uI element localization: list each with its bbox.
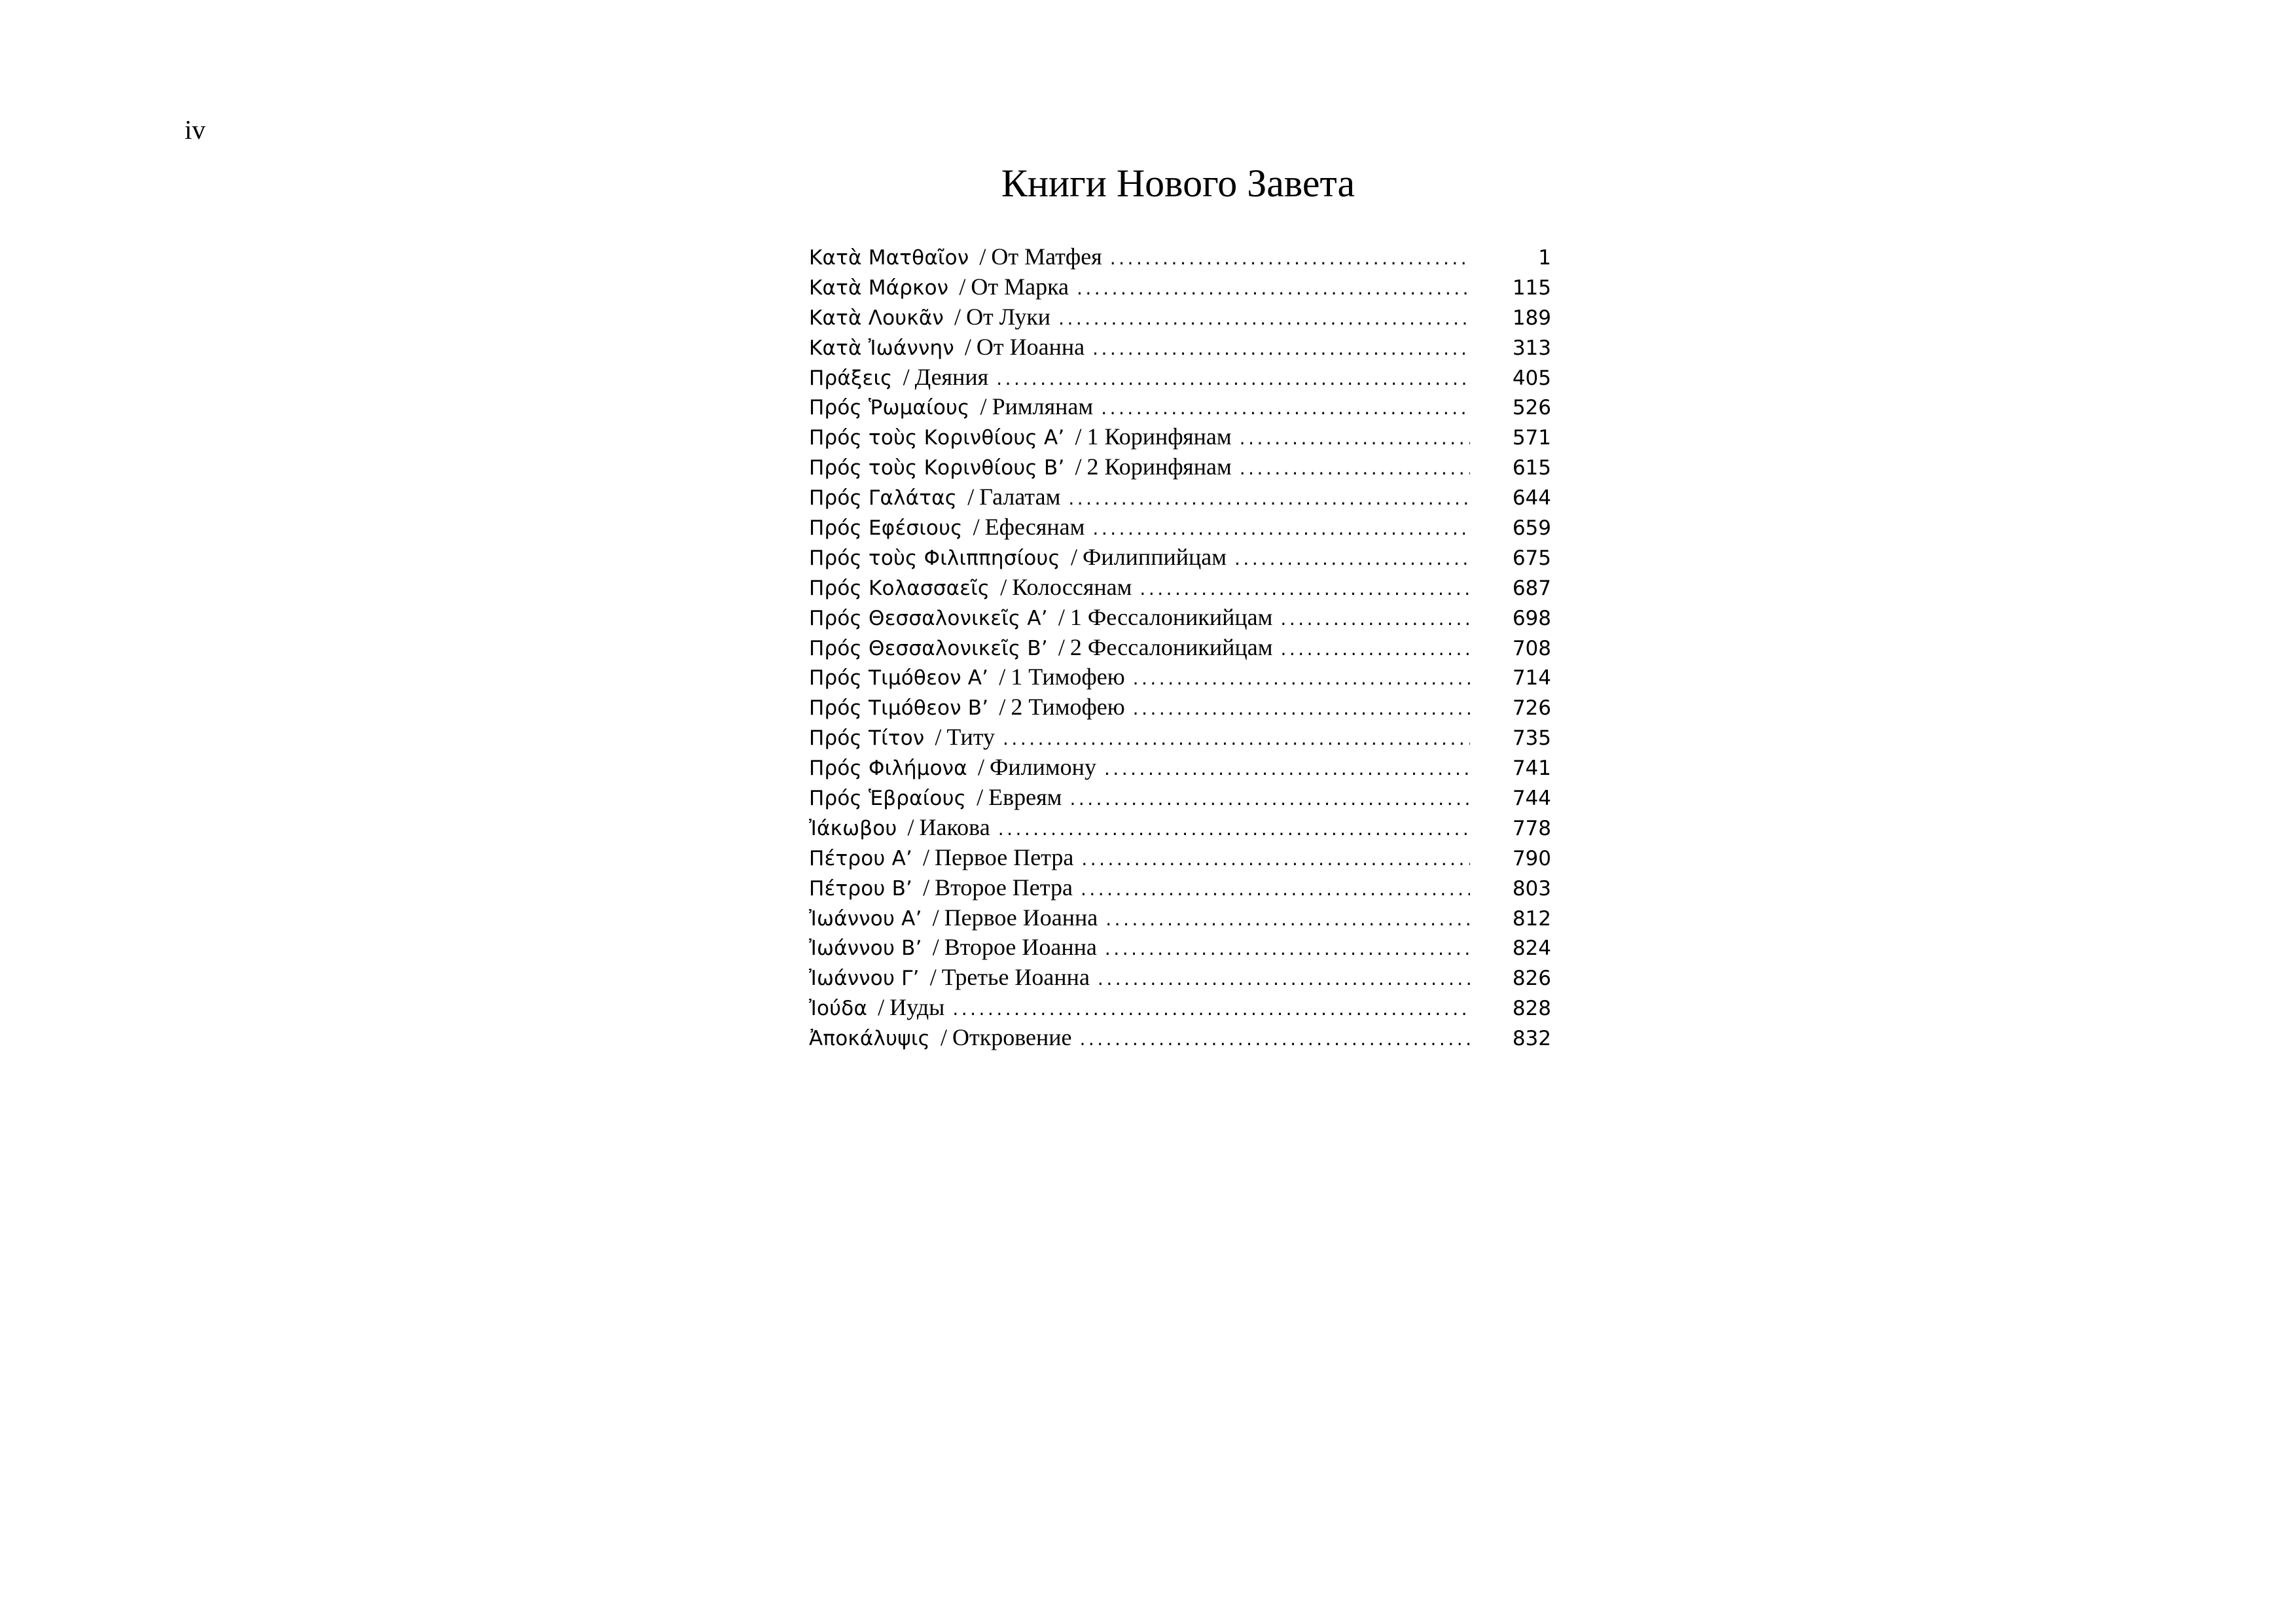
toc-entry	[809, 963, 1551, 993]
toc-separator: /	[1075, 454, 1082, 480]
toc-entry	[809, 933, 1551, 963]
toc-separator: /	[932, 934, 939, 961]
toc-separator: /	[967, 484, 975, 510]
toc-russian-title: От Матфея	[991, 243, 1102, 270]
toc-greek-title: Κατὰ Λουκᾶν	[809, 306, 944, 330]
toc-separator: /	[1000, 573, 1007, 600]
toc-greek-title: Κατὰ Ἰωάννην	[809, 336, 954, 360]
toc-greek-title: Πρός τοὺς Κορινθίους Α’	[809, 426, 1065, 450]
toc-dot-leader	[1133, 694, 1470, 724]
toc-separator: /	[959, 273, 966, 300]
toc-greek-title: Πρός τοὺς Κορινθίους Β’	[809, 456, 1065, 480]
toc-russian-title: Иуды	[889, 994, 945, 1021]
toc-entry	[809, 573, 1551, 603]
toc-greek-title: Πρός τοὺς Φιλιππησίους	[809, 546, 1060, 570]
toc-page-number: 405	[1512, 366, 1551, 390]
toc-dot-leader	[1133, 664, 1470, 694]
toc-separator: /	[1058, 603, 1065, 630]
toc-entry	[809, 272, 1551, 302]
toc-entry	[809, 332, 1551, 363]
toc-dot-leader	[1105, 934, 1470, 964]
toc-greek-title: Πρός Εφέσιους	[809, 516, 963, 541]
toc-russian-title: Третье Иоанна	[941, 964, 1090, 991]
toc-greek-title: Πρός Θεσσαλονικεῖς Α’	[809, 606, 1048, 630]
toc-dot-leader	[1234, 544, 1470, 574]
toc-entry	[809, 813, 1551, 843]
toc-dot-leader	[1077, 274, 1470, 304]
toc-separator: /	[935, 724, 942, 751]
toc-page-number: 826	[1512, 967, 1551, 991]
toc-russian-title: Второе Петра	[935, 874, 1073, 901]
toc-dot-leader	[1068, 484, 1470, 514]
toc-dot-leader	[1240, 423, 1470, 454]
toc-dot-leader	[1101, 393, 1470, 423]
toc-russian-title: Филиппийцам	[1082, 543, 1227, 570]
toc-dot-leader	[1081, 874, 1470, 904]
toc-page-number: 571	[1512, 426, 1551, 450]
toc-dot-leader	[1081, 844, 1470, 874]
toc-entry	[809, 422, 1551, 452]
toc-page-number: 790	[1512, 846, 1551, 870]
toc-russian-title: 1 Тимофею	[1011, 664, 1125, 690]
toc-dot-leader	[1105, 904, 1470, 935]
toc-page-number: 741	[1512, 757, 1551, 781]
toc-entry	[809, 363, 1551, 393]
toc-greek-title: Πέτρου Α’	[809, 846, 913, 870]
toc-entry	[809, 662, 1551, 692]
toc-dot-leader	[1280, 634, 1470, 664]
toc-page-number: 744	[1512, 787, 1551, 811]
toc-dot-leader	[996, 364, 1470, 394]
toc-russian-title: Первое Петра	[935, 844, 1074, 870]
toc-greek-title: Πράξεις	[809, 366, 893, 390]
toc-dot-leader	[1003, 724, 1470, 754]
toc-page-number: 644	[1512, 486, 1551, 510]
toc-greek-title: Ἰάκωβου	[809, 816, 897, 840]
toc-dot-leader	[1104, 754, 1470, 784]
toc-dot-leader	[952, 994, 1470, 1024]
toc-dot-leader	[1240, 454, 1470, 484]
toc-page-number: 726	[1512, 696, 1551, 721]
toc-greek-title: Πρός Ἑβραίους	[809, 787, 967, 811]
toc-entry	[809, 242, 1551, 272]
toc-russian-title: Первое Иоанна	[944, 904, 1098, 931]
toc-page-number: 714	[1512, 666, 1551, 690]
toc-separator: /	[973, 514, 980, 541]
toc-greek-title: Πρός Θεσσαλονικεῖς Β’	[809, 636, 1048, 660]
toc-greek-title: Κατὰ Ματθαῖον	[809, 246, 969, 270]
toc-entry	[809, 753, 1551, 783]
toc-dot-leader	[1092, 514, 1470, 544]
toc-separator: /	[1070, 543, 1077, 570]
toc-russian-title: Иакова	[919, 813, 990, 840]
toc-dot-leader	[1092, 334, 1470, 364]
toc-dot-leader	[1110, 243, 1470, 274]
toc-separator: /	[923, 874, 930, 901]
toc-entry	[809, 512, 1551, 543]
toc-entry	[809, 903, 1551, 933]
toc-separator: /	[929, 964, 937, 991]
toc-page-number: 832	[1512, 1027, 1551, 1051]
toc-russian-title: 2 Фессалоникийцам	[1069, 633, 1273, 660]
toc-page-number: 812	[1512, 906, 1551, 931]
toc-page-number: 615	[1512, 456, 1551, 480]
toc-russian-title: Титу	[946, 724, 996, 751]
toc-separator: /	[1058, 633, 1065, 660]
toc-greek-title: Κατὰ Μάρκον	[809, 276, 949, 300]
toc-russian-title: Откровение	[952, 1024, 1072, 1051]
toc-page-number: 1	[1538, 246, 1551, 270]
toc-greek-title: Ἰωάννου Α’	[809, 906, 922, 931]
toc-page-number: 189	[1512, 306, 1551, 330]
toc-russian-title: 2 Тимофею	[1011, 694, 1125, 721]
toc-entry	[809, 873, 1551, 903]
toc-entry	[809, 392, 1551, 422]
toc-dot-leader	[1098, 964, 1470, 994]
toc-greek-title: Πρός Φιλήμονα	[809, 757, 967, 781]
toc-entry	[809, 543, 1551, 573]
toc-russian-title: От Луки	[966, 303, 1051, 330]
toc-russian-title: Евреям	[988, 784, 1062, 811]
toc-separator: /	[940, 1024, 947, 1051]
table-of-contents	[809, 242, 1551, 1053]
toc-greek-title: Πρός Γαλάτας	[809, 486, 958, 510]
toc-page-number: 778	[1512, 816, 1551, 840]
toc-greek-title: Πρός Τιμόθεον Α’	[809, 666, 989, 690]
toc-separator: /	[999, 664, 1006, 690]
toc-separator: /	[979, 243, 986, 270]
toc-entry	[809, 603, 1551, 633]
toc-russian-title: 2 Коринфянам	[1086, 454, 1232, 480]
toc-entry	[809, 452, 1551, 482]
toc-separator: /	[980, 393, 987, 420]
toc-dot-leader	[998, 814, 1470, 844]
toc-separator: /	[977, 754, 984, 781]
toc-entry	[809, 843, 1551, 873]
toc-entry	[809, 993, 1551, 1023]
toc-entry	[809, 1023, 1551, 1053]
toc-separator: /	[1075, 423, 1082, 450]
toc-greek-title: Ἰούδα	[809, 997, 868, 1021]
toc-entry	[809, 722, 1551, 753]
toc-greek-title: Ἀποκάλυψις	[809, 1027, 930, 1051]
toc-page-number: 828	[1512, 997, 1551, 1021]
toc-entry	[809, 692, 1551, 722]
toc-separator: /	[977, 784, 984, 811]
toc-separator: /	[907, 813, 914, 840]
toc-separator: /	[999, 694, 1006, 721]
toc-page-number: 708	[1512, 636, 1551, 660]
toc-dot-leader	[1058, 304, 1470, 334]
toc-page-number: 115	[1512, 276, 1551, 300]
toc-entry	[809, 783, 1551, 813]
toc-entry	[809, 482, 1551, 512]
toc-greek-title: Ἰωάννου Γ’	[809, 967, 920, 991]
toc-separator: /	[878, 994, 885, 1021]
toc-greek-title: Πρός Τιμόθεον Β’	[809, 696, 989, 721]
toc-russian-title: Римлянам	[992, 393, 1094, 420]
toc-russian-title: 1 Коринфянам	[1086, 423, 1232, 450]
toc-page-number: 824	[1512, 936, 1551, 961]
toc-entry	[809, 302, 1551, 332]
toc-greek-title: Πρός Κολασσαεῖς	[809, 576, 990, 600]
toc-page-number: 735	[1512, 726, 1551, 751]
toc-page-number: 526	[1512, 396, 1551, 420]
toc-greek-title: Πρός Ῥωμαίους	[809, 396, 970, 420]
toc-russian-title: Ефесянам	[984, 514, 1085, 541]
toc-separator: /	[964, 333, 971, 360]
toc-page-number: 675	[1512, 546, 1551, 570]
toc-russian-title: Колоссянам	[1012, 573, 1132, 600]
page-number: iv	[185, 115, 206, 145]
toc-separator: /	[932, 904, 939, 931]
toc-greek-title: Ἰωάννου Β’	[809, 936, 922, 961]
toc-dot-leader	[1280, 604, 1470, 634]
toc-dot-leader	[1079, 1024, 1470, 1054]
toc-russian-title: 1 Фессалоникийцам	[1069, 603, 1273, 630]
toc-page-number: 698	[1512, 606, 1551, 630]
toc-dot-leader	[1069, 784, 1470, 814]
toc-separator: /	[903, 363, 910, 390]
toc-russian-title: От Иоанна	[976, 333, 1085, 360]
toc-russian-title: Деяния	[914, 363, 989, 390]
toc-page-number: 687	[1512, 576, 1551, 600]
toc-dot-leader	[1139, 574, 1470, 604]
page-title: Книги Нового Завета	[1001, 162, 1355, 205]
toc-separator: /	[923, 844, 930, 870]
toc-separator: /	[954, 303, 961, 330]
toc-page-number: 803	[1512, 876, 1551, 901]
toc-entry	[809, 633, 1551, 663]
toc-russian-title: От Марка	[971, 273, 1069, 300]
toc-russian-title: Галатам	[979, 484, 1061, 510]
toc-greek-title: Πέτρου Β’	[809, 876, 913, 901]
toc-page-number: 659	[1512, 516, 1551, 541]
toc-page-number: 313	[1512, 336, 1551, 360]
toc-greek-title: Πρός Τίτον	[809, 726, 925, 751]
toc-russian-title: Филимону	[989, 754, 1096, 781]
toc-russian-title: Второе Иоанна	[944, 934, 1097, 961]
